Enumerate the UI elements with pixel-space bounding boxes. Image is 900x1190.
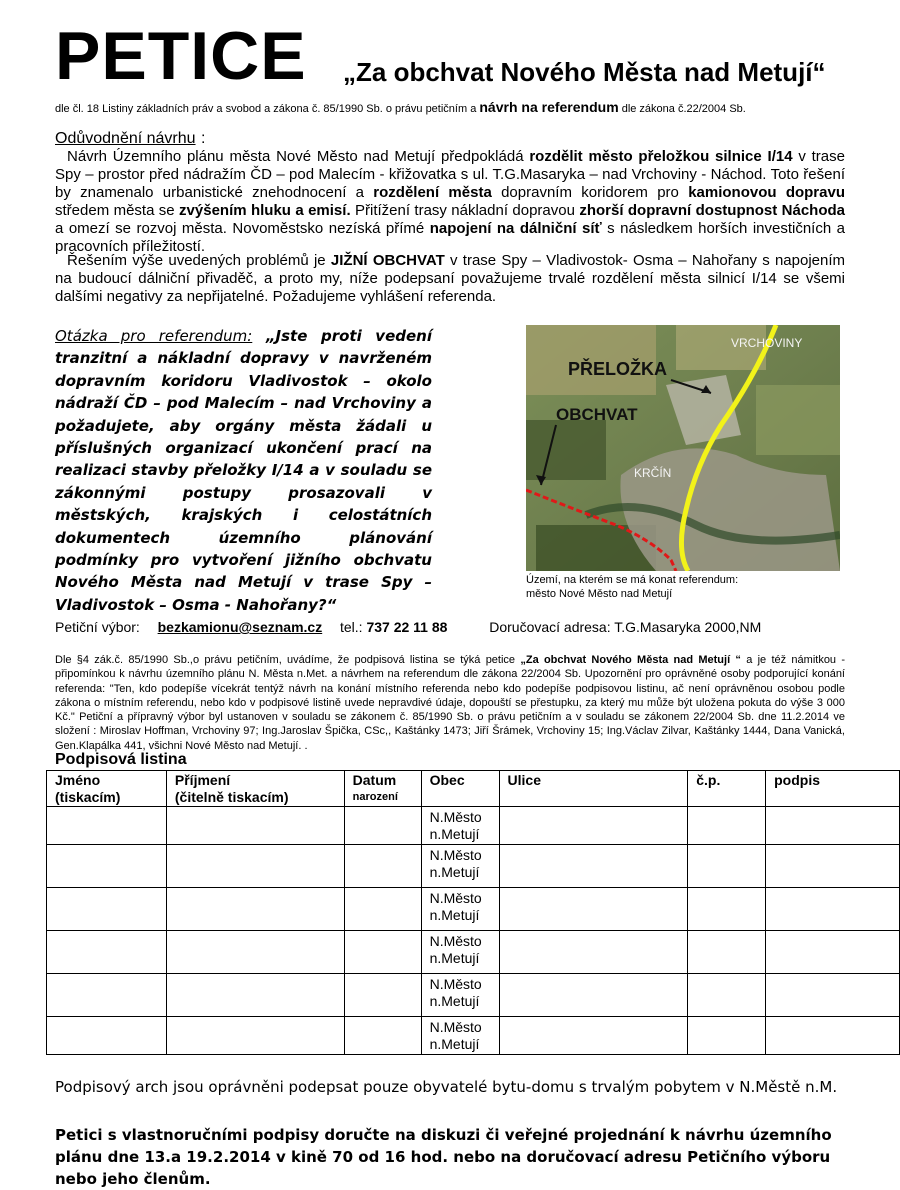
statement-part1: Dle §4 zák.č. 85/1990 Sb.,o právu petičním, uvádíme, že podpisová listina se týká petice: [55, 654, 521, 666]
legal-statement: [55, 653, 845, 753]
cell-obec: [421, 845, 499, 888]
cell-obec: [421, 888, 499, 931]
cell-datum[interactable]: [344, 807, 421, 845]
cell-obec: [421, 931, 499, 974]
emphasis-run: rozdělení města: [373, 184, 492, 201]
emphasis-run: rozdělit město přeložkou silnice I/14: [529, 148, 793, 165]
column-header-line: narození: [352, 791, 398, 803]
text-run: a omezí se rozvoj města. Novoměstsko nezíská přímé: [55, 220, 430, 237]
legal-basis: [55, 99, 746, 115]
cell-podpis[interactable]: [766, 807, 900, 845]
aerial-map-image: [526, 325, 840, 571]
emphasis-run: kamionovou dopravu: [688, 184, 845, 201]
petition-title: PETICE: [55, 18, 307, 94]
cell-cp[interactable]: [688, 845, 766, 888]
table-row: [47, 974, 900, 1017]
cell-cp[interactable]: [688, 974, 766, 1017]
reasoning-heading-colon: :: [201, 130, 206, 147]
map-caption-line: město Nové Město nad Metují: [526, 588, 673, 600]
emphasis-run: zvýšením hluku a emisí.: [179, 202, 351, 219]
cell-prijmeni[interactable]: [166, 888, 344, 931]
column-header-obec: [421, 771, 499, 807]
map-caption-line: Území, na kterém se má konat referendum:: [526, 574, 739, 586]
cell-jmeno[interactable]: [47, 974, 167, 1017]
committee-email-link[interactable]: bezkamionu@seznam.cz: [157, 619, 323, 635]
cell-ulice[interactable]: [499, 845, 688, 888]
column-header-prijmeni: [166, 771, 344, 807]
cell-prijmeni[interactable]: [166, 845, 344, 888]
obec-line: N.Město: [429, 976, 482, 992]
cell-datum[interactable]: [344, 931, 421, 974]
table-row: [47, 931, 900, 974]
map-caption: [526, 573, 738, 601]
cell-podpis[interactable]: [766, 1017, 900, 1055]
cell-jmeno[interactable]: [47, 931, 167, 974]
text-run: Návrh Územního plánu města Nové Město nad Metují předpokládá: [67, 148, 530, 165]
cell-ulice[interactable]: [499, 1017, 688, 1055]
cell-datum[interactable]: [344, 888, 421, 931]
column-header-line: Ulice: [507, 772, 542, 788]
committee-contact: [55, 619, 761, 635]
reasoning-heading: [55, 130, 196, 148]
text-run: středem města se: [55, 202, 180, 219]
referendum-question-label: Otázka pro referendum:: [55, 327, 253, 345]
cell-jmeno[interactable]: [47, 1017, 167, 1055]
cell-datum[interactable]: [344, 974, 421, 1017]
column-header-jmeno: [47, 771, 167, 807]
obec-line: N.Město: [429, 847, 482, 863]
obec-line: n.Metují: [429, 826, 480, 842]
committee-label: Petiční výbor:: [55, 619, 140, 635]
emphasis-run: napojení na dálniční síť: [429, 220, 602, 237]
column-header-line: Jméno: [55, 772, 101, 788]
cell-ulice[interactable]: [499, 807, 688, 845]
cell-jmeno[interactable]: [47, 888, 167, 931]
cell-podpis[interactable]: [766, 931, 900, 974]
column-header-datum: [344, 771, 421, 807]
map-label-vrchoviny: VRCHOVINY: [731, 336, 803, 350]
cell-prijmeni[interactable]: [166, 931, 344, 974]
text-run: dopravním koridorem pro: [491, 184, 689, 201]
column-header-line: (čitelně tiskacím): [174, 789, 289, 805]
signature-table: [46, 770, 900, 1055]
address-value: T.G.Masaryka 2000,NM: [614, 619, 762, 635]
map-label-preložka: PŘELOŽKA: [568, 359, 667, 379]
cell-prijmeni[interactable]: [166, 974, 344, 1017]
column-header-line: Datum: [352, 772, 397, 788]
cell-prijmeni[interactable]: [166, 1017, 344, 1055]
legal-basis-referendum: návrh na referendum: [479, 99, 619, 115]
obec-line: n.Metují: [429, 907, 480, 923]
emphasis-run: JIŽNÍ OBCHVAT: [330, 252, 445, 269]
tel-label: tel.:: [339, 619, 363, 635]
column-header-line: (tiskacím): [55, 789, 121, 805]
text-run: v trase Spy – Vladivostok- Osma – Nahořany s napojením na budoucí dálniční přivaděč, a proto my, níže podepsaní považujeme trvalé rozdělení města silnicí I/14 se všemi dalšími negativy za nepřijatelné. Požadujeme vyhlášení referenda.: [55, 252, 845, 305]
cell-obec: [421, 1017, 499, 1055]
cell-obec: [421, 974, 499, 1017]
tel-number: 737 22 11 88: [366, 619, 448, 635]
obec-line: N.Město: [429, 890, 482, 906]
eligibility-note: Podpisový arch jsou oprávněni podepsat pouze obyvatelé bytu-domu s trvalým pobytem v N.Městě n.M.: [55, 1078, 838, 1096]
delivery-note: Petici s vlastnoručními podpisy doručte na diskuzi či veřejné projednání k návrhu územního plánu dne 13.a 19.2.2014 v kině 70 od 16 hod. nebo na doručovací adresu Petičního výboru nebo jeho členům.: [55, 1126, 832, 1188]
map-label-krcin: KRČÍN: [634, 466, 672, 480]
table-header-row: [47, 771, 900, 807]
text-run: Řešením výše uvedených problémů je: [67, 252, 331, 269]
table-row: [47, 888, 900, 931]
cell-obec: [421, 807, 499, 845]
cell-datum[interactable]: [344, 1017, 421, 1055]
text-run: Přitížení trasy nákladní dopravou: [350, 202, 580, 219]
legal-basis-pre: dle čl. 18 Listiny základních práv a svobod a zákona č. 85/1990 Sb. o právu petičním a: [55, 103, 480, 115]
legal-basis-post: dle zákona č.22/2004 Sb.: [618, 103, 746, 115]
referendum-question: [55, 325, 432, 616]
cell-podpis[interactable]: [766, 888, 900, 931]
cell-podpis[interactable]: [766, 845, 900, 888]
column-header-line: Obec: [429, 772, 465, 788]
address-label: Doručovací adresa:: [489, 619, 611, 635]
cell-ulice[interactable]: [499, 888, 688, 931]
obec-line: n.Metují: [429, 864, 480, 880]
text-run: s následkem horších investičních a pracovních příležitostí.: [55, 220, 845, 255]
obec-line: N.Město: [429, 809, 482, 825]
obec-line: N.Město: [429, 1019, 482, 1035]
signature-sheet-heading: Podpisová listina: [55, 751, 187, 768]
cell-cp[interactable]: [688, 888, 766, 931]
column-header-line: Příjmení: [174, 772, 231, 788]
map-label-obchvat: OBCHVAT: [556, 405, 638, 424]
aerial-map-svg: [526, 325, 840, 571]
cell-podpis[interactable]: [766, 974, 900, 1017]
statement-petition-name: „Za obchvat Nového Města nad Metují “: [520, 654, 741, 666]
obec-line: n.Metují: [429, 1036, 480, 1052]
column-header-cp: [688, 771, 766, 807]
cell-datum[interactable]: [344, 845, 421, 888]
column-header-line: č.p.: [696, 772, 721, 788]
obec-line: n.Metují: [429, 993, 480, 1009]
statement-part2: a je též námitkou - připomínkou k návrhu územního plánu N. Města n.Met. a návrhem na referendum dle zákona 22/2004 Sb. Upozornění pro oprávněné osoby podporující konání referenda: "Ten, kdo podepíše vícekrát tentýž návrh na konání místního referenda nebo kdo podepíše podpisovou listinu, ač není oprávněnou osobou podle zákona o místním referendu, nebo kdo v podpisové listině uvede nepravdivé údaje, dopouští se přestupku, za který mu může být uložena pokuta do výše 3 000 Kč." Petiční a přípravný výbor byl ustanoven v souladu se zákonem č. 85/1990 Sb. o právu petičním a v souladu se zákonem 22/2004 Sb. dne 11.2.2014 ve složení : Miroslav Hoffman, Vrchoviny 97; Ing.Jaroslav Špička, CSc,, Kaštánky 1473; Jiří Šrámek, Vrchoviny 15; Ing.Václav Zilvar, Kaštánky 1444, Dana Vanická, Gen.Klapálka 441, všichni Nové Město nad Metují. .: [55, 654, 845, 752]
cell-jmeno[interactable]: [47, 845, 167, 888]
column-header-podpis: [766, 771, 900, 807]
obec-line: N.Město: [429, 933, 482, 949]
obec-line: n.Metují: [429, 950, 480, 966]
petition-subtitle: „Za obchvat Nového Města nad Metují“: [343, 57, 826, 87]
cell-cp[interactable]: [688, 807, 766, 845]
emphasis-run: zhorší dopravní dostupnost Náchoda: [579, 202, 845, 219]
column-header-ulice: [499, 771, 688, 807]
table-row: [47, 1017, 900, 1055]
cell-ulice[interactable]: [499, 974, 688, 1017]
reasoning-heading-text: Odůvodnění návrhu: [55, 130, 196, 147]
cell-cp[interactable]: [688, 1017, 766, 1055]
cell-cp[interactable]: [688, 931, 766, 974]
text-run: v trase Spy – prostor před nádražím ČD – pod Malecím - křižovatka s ul. T.G.Masaryka – nad Vrchoviny - Náchod. Toto řešení by znamenalo urbanistické znehodnocení a: [55, 148, 845, 201]
cell-jmeno[interactable]: [47, 807, 167, 845]
cell-ulice[interactable]: [499, 931, 688, 974]
reasoning-paragraph-2: [55, 252, 845, 306]
column-header-line: podpis: [774, 772, 820, 788]
referendum-question-text: „Jste proti vedení tranzitní a nákladní dopravy v navrženém dopravním koridoru Vladivostok – okolo nádraží ČD – pod Malecím – nad Vrchoviny a požadujete, aby orgány města žádali u příslušných organizací ukončení prací na realizaci stavby přeložky I/14 a v souladu se zákonnými postupy prosazovali v městských, krajských i celostátních dokumentech územního plánování podmínky pro vytvoření jižního obchvatu Nového Města nad Metují v trase Spy – Vladivostok – Osma - Nahořany?“: [55, 327, 432, 614]
reasoning-paragraph-1: [55, 148, 845, 256]
cell-prijmeni[interactable]: [166, 807, 344, 845]
table-row: [47, 845, 900, 888]
table-row: [47, 807, 900, 845]
